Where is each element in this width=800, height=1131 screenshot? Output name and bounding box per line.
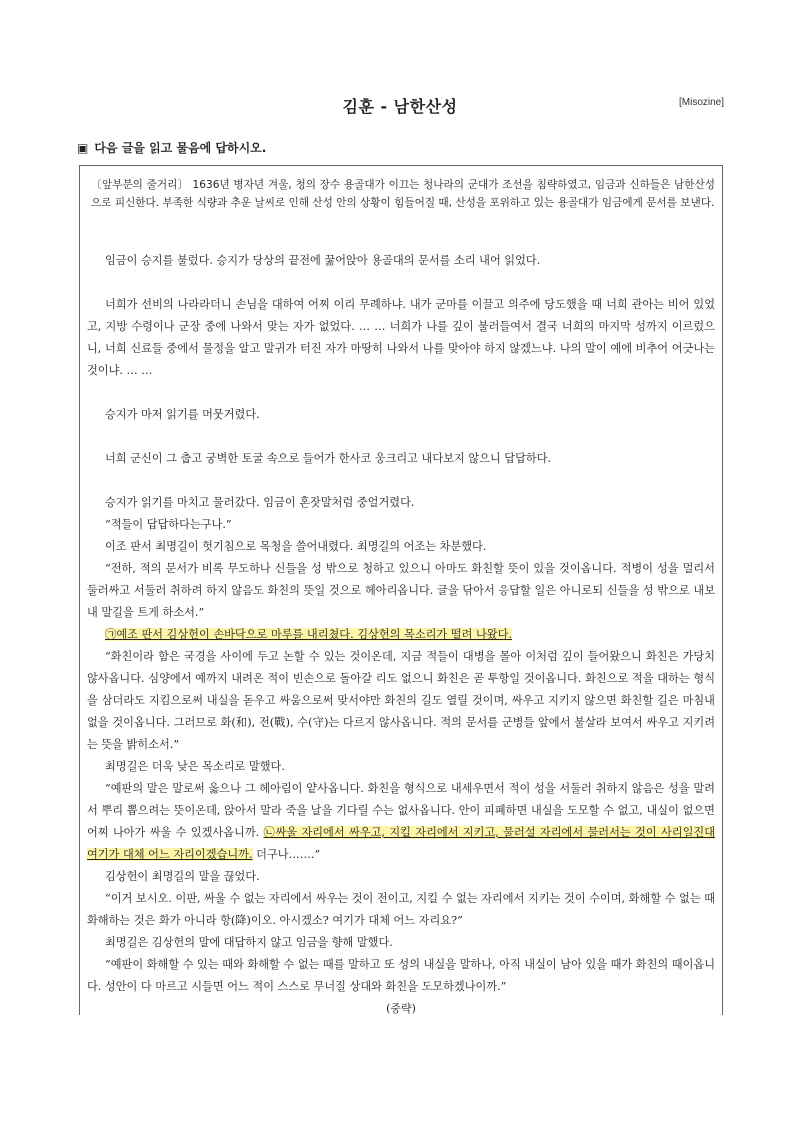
paragraph: 최명길은 김상헌의 말에 대답하지 않고 임금을 향해 말했다. [105,936,393,949]
instruction-text: 다음 글을 읽고 물음에 답하시오. [94,141,267,155]
passage-box [79,165,723,1015]
paragraph: 최명길은 더욱 낮은 목소리로 말했다. [105,760,285,773]
highlight-a: ㉠예조 판서 김상헌이 손바닥으로 마루를 내리쳤다. 김상헌의 목소리가 떨려 나왔다. [105,628,512,641]
paragraph: “전하, 적의 문서가 비록 무도하나 신들을 성 밖으로 청하고 있으니 아마도 화친할 뜻이 있을 것이옵니다. 적병이 성을 멀리서 둘러싸고 서둘러 취하려 하지 않음도 화친의 뜻일 것으로 헤아리옵니다. 글을 닦아서 응답할 일은 아니로되 신들을 성 밖으로 내보내 말길을 트게 하소서.” [87,562,715,619]
paragraph-highlight-b [87,778,715,866]
paragraph-text: “예판의 말은 말로써 옳으나 그 헤아림이 얕사옵니다. 화친을 형식으로 내세우면서 적이 성을 서둘러 취하지 않음은 성을 말려서 뿌리 뽑으려는 뜻이온데, 앉아서 말라 죽을 날을 기다릴 수는 없사옵니다. 안이 피폐하면 내실을 도모할 수 없고, 내실이 없으면 어찌 나아가 싸울 수 있겠사옵니까. [87,782,715,839]
page-title: 김훈 - 남한산성 [342,97,458,116]
highlight-b: ㉡싸울 자리에서 싸우고, 지킬 자리에서 지키고, 물러설 자리에서 물러서는 것이 사리일진대 여기가 대체 어느 자리이겠습니까. [87,826,716,861]
paragraph: “적들이 답답하다는구나.” [105,518,232,531]
paragraph: “화친이라 함은 국경을 사이에 두고 논할 수 있는 것이온데, 지금 적들이 대병을 몰아 이처럼 깊이 들어왔으니 화친은 가당치 않사옵니다. 심양에서 예까지 내려온 적이 빈손으로 돌아갈 리도 없으니 화친은 곧 투항일 것이옵니다. 화친으로 적을 대하는 형식을 삼더라도 지킴으로써 내실을 돋우고 싸움으로써 맞서야만 화친의 길도 열릴 것이며, 싸우고 지키지 않으면 화친할 길은 마침내 없을 것이옵니다. 그러므로 화(和), 전(戰), 수(守)는 다르지 않사옵니다. 적의 문서를 군병들 앞에서 불살라 보여서 싸우고 지키려는 뜻을 밝히소서.” [87,650,715,751]
paragraph: 이조 판서 최명길이 헛기침으로 목청을 쓸어내렸다. 최명길의 어조는 차분했다. [105,540,487,553]
paragraph: 승지가 읽기를 마치고 물러갔다. 임금이 혼잣말처럼 중얼거렸다. [105,496,415,509]
omission-mark: (중략) [386,1002,416,1015]
passage-body [87,250,715,1020]
paragraph: 너희 군신이 그 춥고 궁벽한 토굴 속으로 들어가 한사코 웅크리고 내다보지 않으니 답답하다. [105,452,552,465]
paragraph: 임금이 승지를 불렀다. 승지가 당상의 끝전에 꿇어앉아 용골대의 문서를 소리 내어 읽었다. [105,254,541,267]
paragraph: 김상헌이 최명길의 말을 끊었다. [105,870,260,883]
paragraph: “이거 보시오. 이판, 싸울 수 없는 자리에서 싸우는 것이 전이고, 지킬 수 없는 자리에서 지키는 것이 수이며, 화해할 수 없는 때 화해하는 것은 화가 아니라 항(降)이오. 아시겠소? 여기가 대체 어느 자리요?” [87,892,715,927]
source-label: [Misozine] [678,97,724,108]
instruction [77,139,266,156]
paragraph: 너희가 선비의 나라라더니 손님을 대하여 어찌 이리 무례하냐. 내가 군마를 이끌고 의주에 당도했을 때 너희 관아는 비어 있었고, 지방 수령이나 군장 중에 나와서 맞는 자가 없었다. … … 너희가 나를 깊이 불러들여서 결국 너희의 마지막 성까지 이르렀으니, 너희 신료들 중에서 물정을 알고 말귀가 터진 자가 마땅히 나와서 나를 맞아야 하지 않겠느냐. 나의 말이 예에 비추어 어긋나는 것이냐. … … [87,298,715,377]
paragraph-text: 더구나…….” [252,848,321,861]
paragraph-highlight-a [87,624,715,646]
square-bullet-icon: ▣ [77,141,89,155]
paragraph: “예판이 화해할 수 있는 때와 화해할 수 없는 때를 말하고 또 성의 내실을 말하나, 아직 내실이 남아 있을 때가 화친의 때이옵니다. 성안이 다 마르고 시들면 어느 적이 스스로 무너질 상대와 화친을 도모하겠나이까.” [87,958,715,993]
plot-summary [87,176,715,212]
paragraph: 승지가 마저 읽기를 머뭇거렸다. [105,408,260,421]
summary-text: 〔앞부분의 줄거리〕 1636년 병자년 겨울, 청의 장수 용골대가 이끄는 청나라의 군대가 조선을 침략하였고, 임금과 신하들은 남한산성으로 피신한다. 부족한 식량과 추운 날씨로 인해 산성 안의 상황이 힘들어질 때, 산성을 포위하고 있는 용골대가 임금에게 문서를 보낸다. [91,179,715,209]
